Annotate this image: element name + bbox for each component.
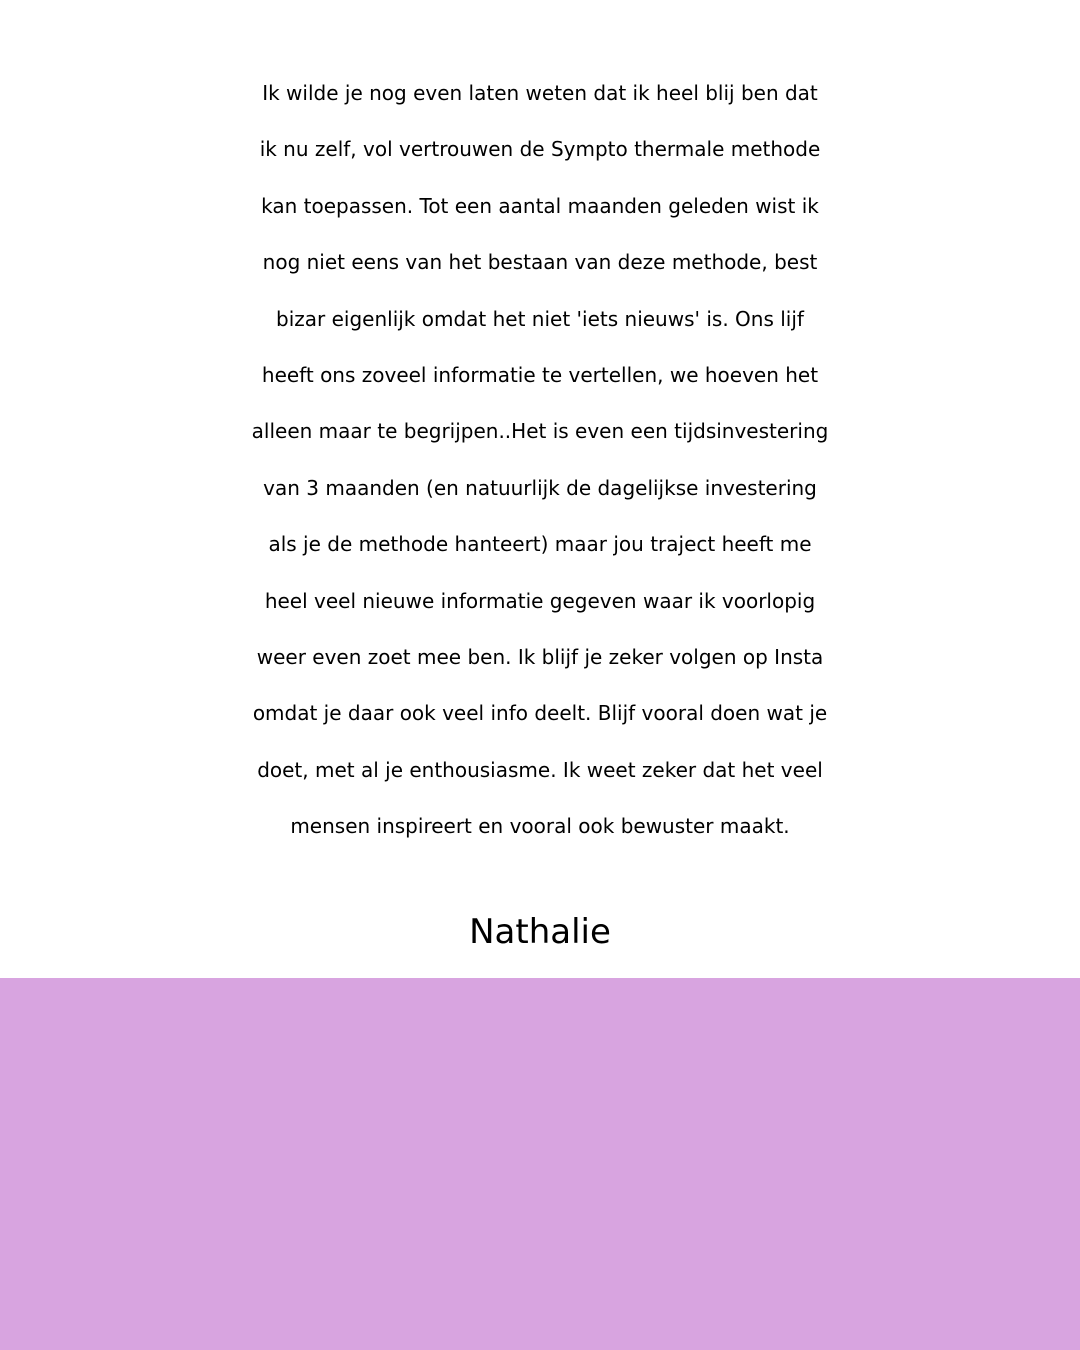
- quote-line: bizar eigenlijk omdat het niet 'iets nieuws' is. Ons lijf: [276, 306, 804, 331]
- quote-line: omdat je daar ook veel info deelt. Blijf vooral doen wat je: [252, 701, 828, 726]
- quote-line: van 3 maanden (en natuurlijk de dagelijkse investering: [263, 475, 817, 500]
- quote-line: ik nu zelf, vol vertrouwen de Sympto thermale methode: [259, 137, 821, 162]
- accent-band: [0, 978, 1080, 1350]
- quote-line: heel veel nieuwe informatie gegeven waar ik voorlopig: [264, 588, 816, 613]
- quote-line: kan toepassen. Tot een aantal maanden geleden wist ik: [261, 193, 819, 218]
- quote-line: mensen inspireert en vooral ook bewuster maakt.: [290, 814, 790, 839]
- quote-line: weer even zoet mee ben. Ik blijf je zeker volgen op Insta: [256, 645, 824, 670]
- quote-line: nog niet eens van het bestaan van deze methode, best: [262, 250, 818, 275]
- quote-line: doet, met al je enthousiasme. Ik weet zeker dat het veel: [257, 757, 823, 782]
- quote-line: Ik wilde je nog even laten weten dat ik heel blij ben dat: [262, 81, 818, 105]
- quote-line: als je de methode hanteert) maar jou traject heeft me: [268, 532, 812, 557]
- quote-line: alleen maar te begrijpen..Het is even een tijdsinvestering: [251, 419, 829, 444]
- author-name: Nathalie: [469, 912, 611, 952]
- testimonial-quote: [0, 65, 1080, 855]
- quote-line: heeft ons zoveel informatie te vertellen, we hoeven het: [261, 363, 819, 388]
